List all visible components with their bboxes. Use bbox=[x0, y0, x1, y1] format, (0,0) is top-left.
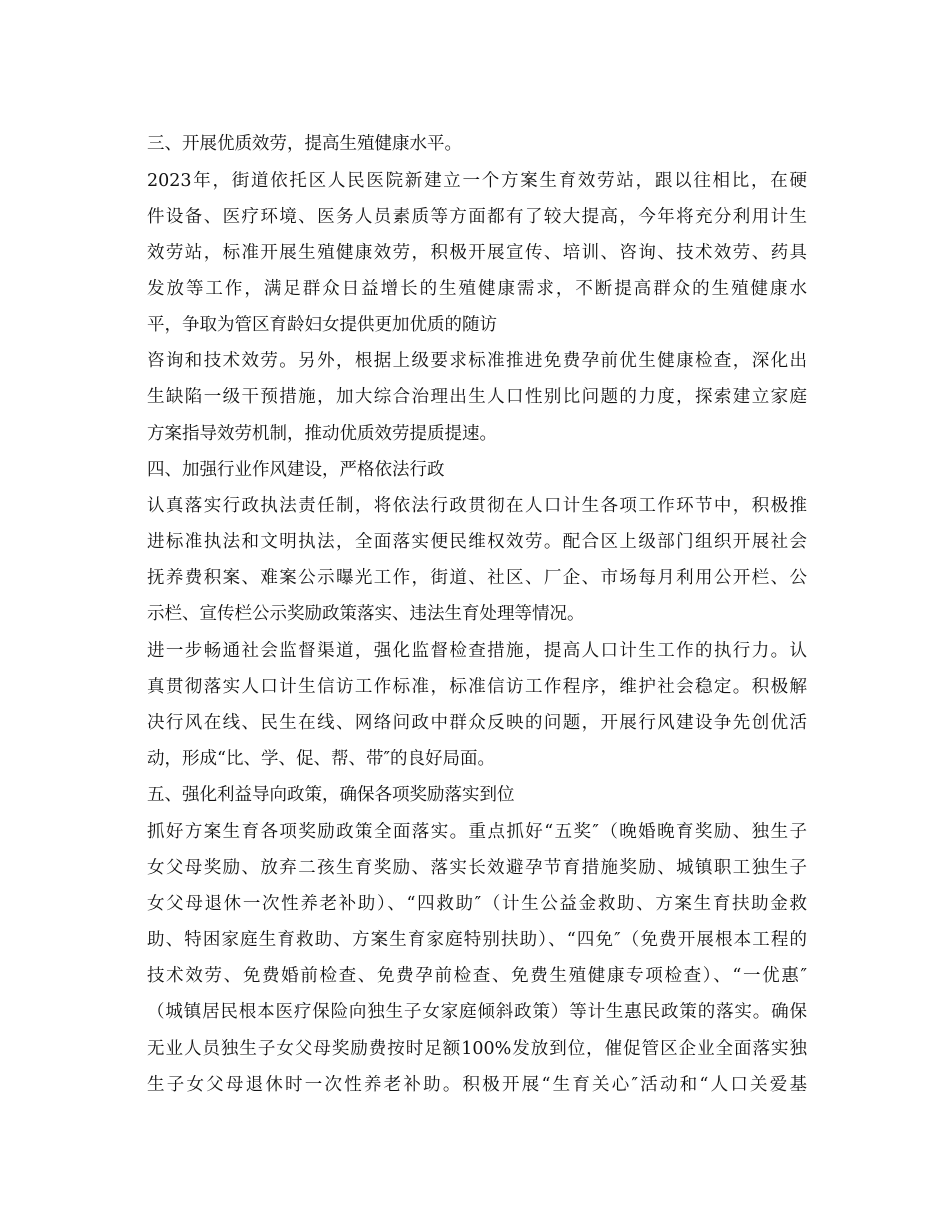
text-line: 进标准执法和文明执法，全面落实便民维权效劳。配合区上级部门组织开展社会 bbox=[147, 532, 807, 552]
text-line: 助、特困家庭生育救助、方案生育家庭特别扶助）、“四免″（免费开展根本工程的 bbox=[147, 930, 807, 950]
text-line: 动，形成“比、学、促、帮、带″的良好局面。 bbox=[147, 749, 495, 769]
text-line: 真贯彻落实人口计生信访工作标准，标准信访工作程序，维护社会稳定。积极解 bbox=[147, 677, 807, 697]
section-heading-4: 四、加强行业作风建设，严格依法行政 bbox=[147, 460, 445, 480]
text-line: 认真落实行政执法责任制，将依法行政贯彻在人口计生各项工作环节中，积极推 bbox=[147, 496, 807, 516]
text-line: 平，争取为管区育龄妇女提供更加优质的随访 bbox=[147, 315, 497, 335]
text-line: 抓好方案生育各项奖励政策全面落实。重点抓好“五奖″（晚婚晚育奖励、独生子 bbox=[147, 822, 807, 842]
text-line: 女父母退休一次性养老补助）、“四救助″（计生公益金救助、方案生育扶助金救 bbox=[147, 894, 807, 914]
text-line: 生缺陷一级干预措施，加大综合治理出生人口性别比问题的力度，探索建立家庭 bbox=[147, 387, 807, 407]
text-line: 效劳站，标准开展生殖健康效劳，积极开展宣传、培训、咨询、技术效劳、药具 bbox=[147, 243, 807, 263]
text-line: 示栏、宣传栏公示奖励政策落实、违法生育处理等情况。 bbox=[147, 604, 585, 624]
text-line: 生子女父母退休时一次性养老补助。积极开展“生育关心″活动和“人口关爱基 bbox=[147, 1075, 807, 1095]
text-line: 发放等工作，满足群众日益增长的生殖健康需求，不断提高群众的生殖健康水 bbox=[147, 279, 807, 299]
text-line: 件设备、医疗环境、医务人员素质等方面都有了较大提高，今年将充分利用计生 bbox=[147, 207, 807, 227]
text-line: （城镇居民根本医疗保险向独生子女家庭倾斜政策）等计生惠民政策的落实。确保 bbox=[147, 1002, 807, 1022]
text-line: 技术效劳、免费婚前检查、免费孕前检查、免费生殖健康专项检查）、“一优惠″ bbox=[147, 966, 807, 986]
section-heading-3: 三、开展优质效劳，提高生殖健康水平。 bbox=[147, 134, 462, 154]
text-line: 抚养费积案、难案公示曝光工作，街道、社区、厂企、市场每月利用公开栏、公 bbox=[147, 568, 807, 588]
text-line: 决行风在线、民生在线、网络问政中群众反映的问题，开展行风建设争先创优活 bbox=[147, 713, 807, 733]
text-line: 2023年，街道依托区人民医院新建立一个方案生育效劳站，跟以往相比，在硬 bbox=[147, 171, 807, 191]
text-line: 女父母奖励、放弃二孩生育奖励、落实长效避孕节育措施奖励、城镇职工独生子 bbox=[147, 858, 807, 878]
text-line: 咨询和技术效劳。另外，根据上级要求标准推进免费孕前优生健康检查，深化出 bbox=[147, 351, 807, 371]
text-line: 进一步畅通社会监督渠道，强化监督检查措施，提高人口计生工作的执行力。认 bbox=[147, 641, 807, 661]
section-heading-5: 五、强化利益导向政策，确保各项奖励落实到位 bbox=[147, 785, 515, 805]
text-line: 无业人员独生子女父母奖励费按时足额100%发放到位，催促管区企业全面落实独 bbox=[147, 1039, 807, 1059]
text-line: 方案指导效劳机制，推动优质效劳提质提速。 bbox=[147, 424, 497, 444]
